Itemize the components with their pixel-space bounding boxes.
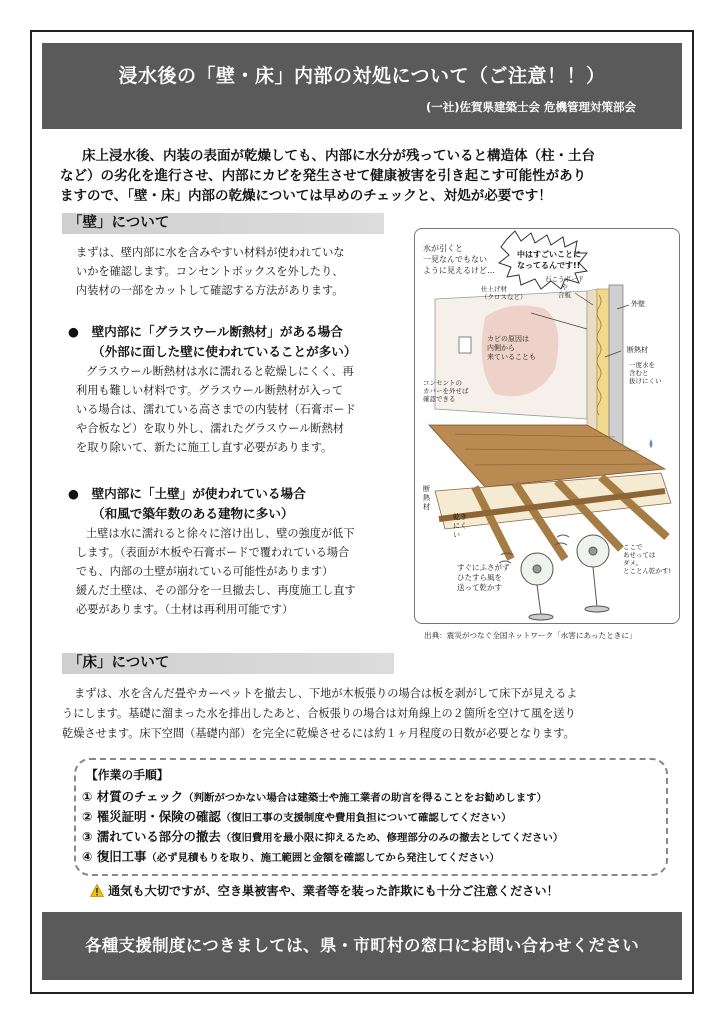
step-note: （復旧工事の支援制度や費用負担について確認してください）	[220, 812, 512, 824]
step-number: ③	[82, 829, 93, 844]
label-line: 抜けにくい	[629, 377, 662, 385]
intro-line: ますので、「壁・床」内部の乾燥については早めのチェックと、対処が必要です！	[60, 188, 552, 204]
step-note: （復旧費用を最小限に抑えるため、修理部分のみの撤去としてください）	[220, 832, 564, 844]
label-fans-dry	[457, 563, 510, 593]
text-line: 緩んだ土壁は、その部分を一旦撤去し、再度施工し直す	[76, 584, 356, 597]
glasswool-bullet-title: ● 壁内部に「グラスウール断熱材」がある場合	[68, 324, 343, 339]
text-line: いる場合は、濡れている高さまでの内装材（石膏ボード	[76, 403, 356, 416]
illustration-speech-bubble	[517, 249, 581, 271]
label-line: 石こうボード	[545, 275, 584, 283]
label-insulation: 断熱材	[627, 346, 648, 354]
label-line: ひたすら風を	[457, 573, 502, 582]
label-line: ここで	[623, 543, 643, 551]
caption-line: ように見えるけど…	[423, 266, 495, 275]
label-line: 含むと	[629, 369, 649, 377]
label-line: にく	[453, 522, 467, 530]
image-credit: 出典：震災がつなぐ全国ネットワーク「水害にあったときに」	[424, 631, 637, 640]
intro-line: 床上浸水後、内装の表面が乾燥しても、内部に水分が残っていると構造体（柱・土台	[82, 148, 595, 164]
label-line: 来ていることも	[487, 353, 536, 361]
label-line: 熱	[423, 494, 430, 502]
label-plaster-board	[545, 275, 584, 299]
step-item	[82, 827, 563, 845]
label-line: カバーを外せば	[423, 387, 469, 395]
label-insulation-note	[629, 361, 662, 385]
text-line: 必要があります。（土材は再利用可能です）	[76, 603, 294, 616]
step-number: ②	[82, 809, 93, 824]
text-line: 利用も難しい材料です。グラスウール断熱材が入って	[76, 384, 344, 397]
organization-name: (一社)佐賀県建築士会 危機管理対策部会	[425, 100, 636, 114]
label-outlet-check	[423, 379, 469, 403]
header-banner	[42, 43, 682, 129]
label-line: コンセントの	[423, 379, 462, 387]
intro-paragraph	[60, 146, 678, 206]
step-number: ①	[82, 789, 93, 804]
step-label: 復旧工事	[96, 849, 147, 864]
step-note: （必ず見積もりを取り、施工範囲と金額を確認してから発注してください）	[146, 852, 500, 864]
wall-floor-illustration	[414, 228, 680, 624]
caption-line: 水が引くと	[423, 244, 463, 253]
label-line: あせっては	[623, 551, 656, 559]
label-outer-wall: 外壁	[631, 300, 645, 308]
step-label: 濡れている部分の撤去	[96, 829, 221, 844]
text-line: まずは、壁内部に水を含みやすい材料が使われていな	[76, 246, 345, 259]
step-label: 材質のチェック	[96, 789, 184, 804]
caption-line: 一見なんでもない	[423, 255, 487, 264]
illustration-caption-surface	[423, 243, 495, 276]
text-line: 内装材の一部をカットして確認する方法があります。	[76, 284, 344, 297]
warning-icon	[90, 884, 104, 897]
text-line: します。（表面が木板や石膏ボードで覆われている場合	[76, 546, 350, 559]
label-mold-cause	[487, 335, 536, 362]
work-steps-box	[74, 758, 668, 876]
label-line: 送って乾かす	[457, 583, 502, 592]
label-line: 乾き	[453, 513, 467, 521]
text-line: や合板など）を取り外し、濡れたグラスウール断熱材	[76, 422, 344, 435]
label-finish-material	[481, 285, 527, 301]
label-line: 断	[423, 485, 430, 493]
wall-section-heading: 「壁」について	[62, 213, 384, 234]
label-dont-rush	[623, 543, 671, 575]
glasswool-text	[76, 362, 406, 457]
text-line: 乾燥させます。床下空間（基礎内部）を完全に乾燥させるには約１ヶ月程度の日数が必要となります。	[62, 727, 575, 740]
glasswool-bullet-subtitle: （外部に面した壁に使われていることが多い）	[92, 344, 357, 359]
label-line: とことん乾かす!	[623, 567, 672, 575]
label-line: ダメ。	[623, 559, 643, 567]
label-line: カビの原因は	[487, 335, 529, 343]
text-line: いかを確認します。コンセントボックスを外したり、	[76, 265, 344, 278]
footer-banner: 各種支援制度につきましては、県・市町村の窓口にお問い合わせください	[42, 912, 682, 980]
text-line: でも、内部の土壁が崩れている可能性があります）	[76, 565, 334, 578]
text-span: まずは、水を含んだ畳やカーペットを撤去し、下地が木板張りの場合は板を剥がして床下が見えるよ	[74, 687, 578, 700]
step-label: 罹災証明・保険の確認	[96, 809, 221, 824]
wall-intro-text	[76, 243, 406, 300]
step-item	[82, 847, 500, 865]
label-line: や	[561, 283, 568, 291]
step-item	[82, 787, 547, 805]
step-number: ④	[82, 849, 93, 864]
step-note: （判断がつかない場合は建築士や施工業者の助言を得ることをお勧めします）	[183, 792, 547, 804]
warning-notice	[90, 882, 559, 899]
warning-text: 通気も大切ですが、空き巣被害や、業者等を装った詐欺にも十分ご注意ください！	[108, 884, 559, 898]
caption-line: 中はすごいことに	[517, 250, 581, 259]
step-item	[82, 807, 511, 825]
mudwall-bullet-subtitle: （和風で築年数のある建物に多い）	[92, 506, 294, 521]
label-hard-to-dry	[453, 513, 467, 540]
text-line: 土壁は水に濡れると徐々に溶け出し、壁の強度が低下	[86, 527, 355, 540]
text-line: を取り除いて、新たに施工し直す必要があります。	[76, 441, 333, 454]
text-line: うにします。基礎に溜まった水を排出したあと、合板張りの場合は対角線上の２箇所を空けて風を送り	[62, 707, 576, 720]
label-line: 内側から	[487, 344, 515, 352]
floor-text	[62, 684, 680, 744]
mudwall-bullet-title: ● 壁内部に「土壁」が使われている場合	[68, 486, 306, 501]
page-title: 浸水後の「壁・床」内部の対処について（ご注意！！）	[118, 65, 606, 87]
label-line: 確認できる	[423, 395, 456, 403]
label-line: 一度水を	[629, 361, 655, 369]
steps-title: 【作業の手順】	[86, 768, 169, 782]
label-line: すぐにふさがず	[457, 563, 510, 572]
intro-line: など）の劣化を進行させ、内部にカビを発生させて健康被害を引き起こす可能性があり	[60, 168, 587, 184]
label-underfloor-insulation	[423, 485, 430, 512]
text-line: グラスウール断熱材は水に濡れると乾燥しにくく、再	[86, 365, 354, 378]
label-line: 仕上げ材	[481, 285, 507, 293]
mudwall-text	[76, 524, 412, 619]
label-line: い	[453, 531, 460, 539]
label-line: （クロスなど）	[481, 293, 527, 301]
floor-section-heading: 「床」について	[62, 653, 394, 674]
label-line: 合板	[558, 291, 571, 299]
label-line: 材	[423, 503, 430, 511]
caption-line: なってるんです!!	[517, 261, 581, 270]
text-line	[62, 684, 680, 704]
